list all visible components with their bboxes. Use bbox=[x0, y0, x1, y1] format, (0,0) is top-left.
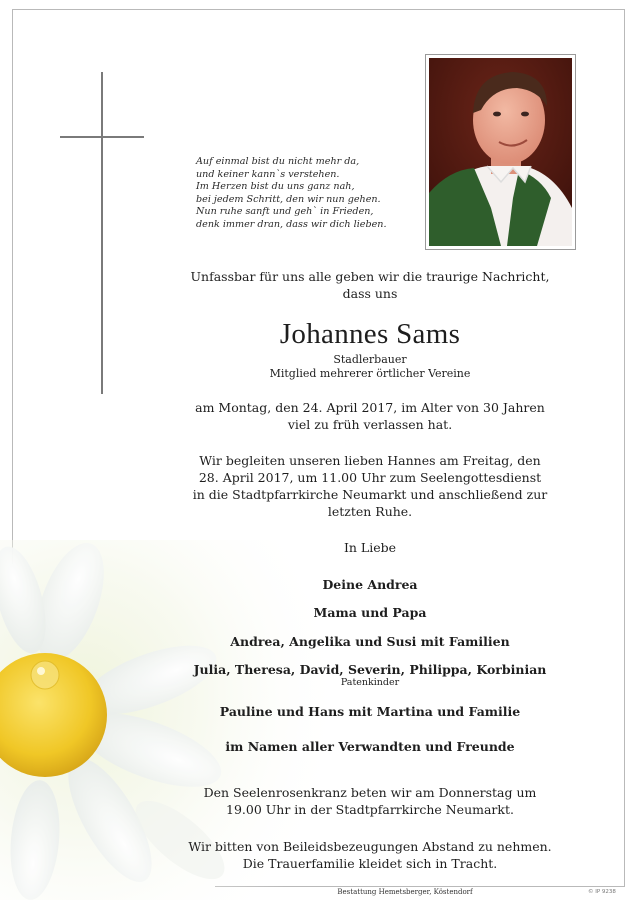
portrait-photo bbox=[429, 58, 572, 246]
funeral-line: letzten Ruhe. bbox=[327, 504, 413, 519]
mourner-line: Deine Andrea bbox=[322, 577, 418, 592]
undertaker-credit: Bestattung Hemetsberger, Köstendorf bbox=[337, 888, 473, 896]
request-line: Die Trauerfamilie kleidet sich in Tracht. bbox=[242, 856, 498, 871]
poem-line: und keiner kann`s verstehen. bbox=[196, 168, 340, 180]
death-line: am Montag, den 24. April 2017, im Alter von 30 Jahren bbox=[195, 400, 545, 415]
deceased-name: Johannes Sams bbox=[279, 318, 461, 350]
frame-line-right bbox=[624, 9, 625, 887]
cross-icon bbox=[101, 72, 103, 394]
mourner-line: im Namen aller Verwandten und Freunde bbox=[225, 739, 515, 754]
mourner-line: Andrea, Angelika und Susi mit Familien bbox=[230, 634, 510, 649]
funeral-line: in die Stadtpfarrkirche Neumarkt und anschließend zur bbox=[192, 487, 548, 502]
funeral-line: 28. April 2017, um 11.00 Uhr zum Seelengottesdienst bbox=[198, 470, 542, 485]
poem-line: Nun ruhe sanft und geh` in Frieden, bbox=[196, 206, 374, 218]
frame-line-top bbox=[12, 9, 624, 10]
poem-line: Im Herzen bist du uns ganz nah, bbox=[196, 181, 355, 193]
cross-icon-bar bbox=[60, 136, 144, 138]
death-line: viel zu früh verlassen hat. bbox=[287, 417, 453, 432]
portrait-photo-frame bbox=[425, 54, 576, 250]
mourner-line: Pauline und Hans mit Martina und Familie bbox=[219, 704, 521, 719]
rosary-line: Den Seelenrosenkranz beten wir am Donnerstag um bbox=[203, 785, 537, 800]
closing-text: In Liebe bbox=[343, 540, 397, 555]
frame-line-left bbox=[12, 9, 13, 564]
poem-line: denk immer dran, dass wir dich lieben. bbox=[196, 218, 387, 230]
godchildren-label: Patenkinder bbox=[340, 677, 400, 688]
funeral-line: Wir begleiten unseren lieben Hannes am Freitag, den bbox=[199, 453, 541, 468]
poem bbox=[196, 156, 426, 232]
mourner-line: Mama und Papa bbox=[313, 605, 427, 620]
request-line: Wir bitten von Beileidsbezeugungen Abstand zu nehmen. bbox=[188, 839, 552, 854]
announcement-line: dass uns bbox=[342, 286, 398, 301]
announcement-line: Unfassbar für uns alle geben wir die traurige Nachricht, bbox=[190, 269, 550, 284]
deceased-house-name: Stadlerbauer bbox=[333, 353, 407, 366]
poem-line: Auf einmal bist du nicht mehr da, bbox=[196, 156, 360, 167]
poem-line: bei jedem Schritt, den wir nun gehen. bbox=[196, 193, 381, 205]
print-code: © IP 9238 bbox=[588, 889, 616, 895]
portrait-illustration bbox=[429, 58, 572, 246]
mourner-line: Julia, Theresa, David, Severin, Philippa, Korbinian bbox=[193, 662, 547, 677]
deceased-role: Mitglied mehrerer örtlicher Vereine bbox=[269, 367, 471, 380]
rosary-line: 19.00 Uhr in der Stadtpfarrkirche Neumarkt. bbox=[226, 802, 514, 817]
